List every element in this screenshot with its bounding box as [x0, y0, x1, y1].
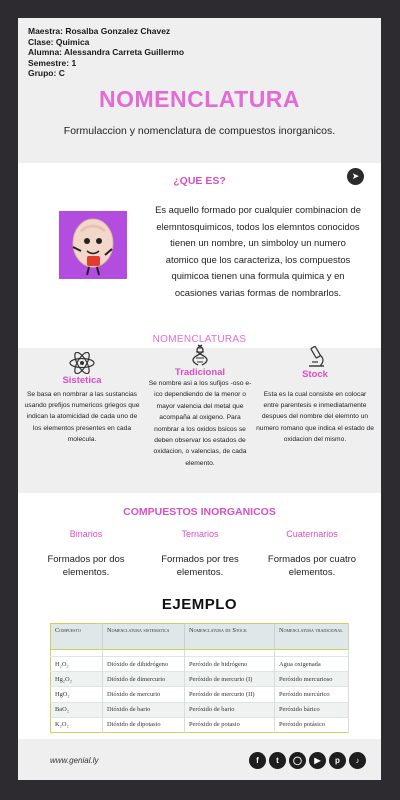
infographic-page	[18, 18, 381, 780]
social-links	[249, 752, 366, 769]
pill-mascot-icon	[59, 211, 127, 279]
table-separator	[51, 650, 349, 657]
table-row	[51, 687, 349, 702]
student-line: Alumna: Alessandra Carreta Guillermo	[28, 47, 185, 58]
table-header-cell: Nomenclatura sistematica	[103, 624, 185, 650]
header-info	[28, 26, 184, 79]
table-header-cell: Compuesto	[51, 624, 103, 650]
compuesto-ternarios	[150, 529, 250, 579]
table-cell: Dióxido de bario	[103, 702, 185, 717]
table-row	[51, 702, 349, 717]
table-cell: H₂O₂	[51, 657, 103, 672]
group-line: Grupo: C	[28, 68, 65, 79]
binarios-title: Binarios	[69, 529, 103, 539]
table-row	[51, 717, 349, 732]
cuaternarios-text: Formados por cuatro elementos.	[267, 554, 357, 578]
nomenclatura-tradicional	[146, 344, 254, 469]
page-subtitle: Formulaccion y nomenclatura de compuestos inorganicos.	[63, 125, 336, 137]
table-header-row	[51, 624, 349, 650]
table-cell: Dióxido de mercurio	[103, 687, 185, 702]
table-cell: Dióxido de dihidrógeno	[103, 657, 185, 672]
tiktok-icon[interactable]: ♪	[349, 752, 366, 769]
table-cell: Dióxido de dimercurio	[103, 672, 185, 687]
microscope-icon	[300, 346, 330, 368]
nomenclaturas-heading: NOMENCLATURAS	[152, 334, 247, 345]
table-cell: Peróxido de mercurio (II)	[185, 687, 275, 702]
table-cell: Dióxido de dipotasio	[103, 717, 185, 732]
compuestos-heading: COMPUESTOS INORGANICOS	[123, 506, 276, 518]
pin-icon[interactable]: ➤	[347, 168, 364, 185]
teacher-line: Maestra: Rosalba Gonzalez Chavez	[28, 26, 171, 36]
table-row	[51, 672, 349, 687]
youtube-icon[interactable]: ▶	[309, 752, 326, 769]
table-cell: Peróxido mercurioso	[275, 672, 349, 687]
table-cell: Peróxido potásico	[275, 717, 349, 732]
table-cell: Peróxido de hidrógeno	[185, 657, 275, 672]
compuesto-cuaternarios	[262, 529, 362, 579]
table-cell: Hg₂O₂	[51, 672, 103, 687]
table-cell: HgO₂	[51, 687, 103, 702]
table-cell: K₂O₂	[51, 717, 103, 732]
table-cell: Peróxido de potasio	[185, 717, 275, 732]
pinterest-icon[interactable]: p	[329, 752, 346, 769]
que-es-text: Es aquello formado por cualquier combinacion de elemntosquimicos, todos los elemntos conocidos tienen un nombre, un simboloy un numero atomico que los caracteriza, los compuestos quimicoa tienen una formula quimica y en ocasiones varias formas de nombrarlos.	[155, 204, 361, 298]
sistetica-title: Sistetica	[62, 375, 102, 386]
table-cell: Agua oxigenada	[275, 657, 349, 672]
binarios-text: Formados por dos elementos.	[47, 554, 125, 578]
cuaternarios-title: Cuaternarios	[286, 529, 338, 539]
dna-icon	[185, 344, 215, 366]
stock-title: Stock	[302, 369, 328, 380]
class-line: Clase: Quimica	[28, 36, 90, 47]
mascot-image	[59, 211, 127, 279]
sistetica-text: Se basa en nombrar a las sustancias usando prefijos numericos griegos que indican la atomicidad de cada uno de los elementos presentes en cada molecula.	[24, 391, 140, 443]
table-header-cell: Nomenclatura de Stock	[185, 624, 275, 650]
table-cell: Peróxido de bario	[185, 702, 275, 717]
ternarios-title: Ternarios	[181, 529, 219, 539]
ejemplo-heading: EJEMPLO	[161, 596, 238, 613]
tradicional-title: Tradicional	[174, 367, 226, 378]
table-cell: Peróxido bárico	[275, 702, 349, 717]
ejemplo-table	[50, 623, 349, 733]
table-header-cell: Nomenclatura tradicional	[275, 624, 349, 650]
instagram-icon[interactable]: ◯	[289, 752, 306, 769]
facebook-icon[interactable]: f	[249, 752, 266, 769]
twitter-icon[interactable]: t	[269, 752, 286, 769]
tradicional-text: Se nombre asi a los sufijos -oso e-ico dependiendo de la menor o mayor valencia del metal que acompaña al oxigeno. Para nombrar a los oxidos bsicos se deben observar los estados de oxidacion, o valencias, de cada elemento.	[148, 380, 252, 467]
nomenclatura-stock	[256, 346, 374, 445]
brand-link[interactable]: www.genial.ly	[50, 756, 99, 765]
ternarios-text: Formados por tres elementos.	[161, 554, 239, 578]
atom-icon	[67, 352, 97, 374]
table-cell: Peróxido de mercurio (I)	[185, 672, 275, 687]
compuesto-binarios	[36, 529, 136, 579]
table-cell: Peróxido mercúrico	[275, 687, 349, 702]
table-row	[51, 657, 349, 672]
que-es-heading: ¿QUE ES?	[173, 175, 226, 187]
semester-line: Semestre: 1	[28, 57, 77, 68]
nomenclatura-sistetica	[22, 352, 142, 445]
page-title: NOMENCLATURA	[98, 86, 301, 112]
stock-text: Esta es la cual consiste en colocar entre parentesis e inmediatamente despues del nombre del elemnto un numero romano que indica el estado de oxidacion del mismo.	[256, 391, 374, 443]
table-cell: BaO₂	[51, 702, 103, 717]
